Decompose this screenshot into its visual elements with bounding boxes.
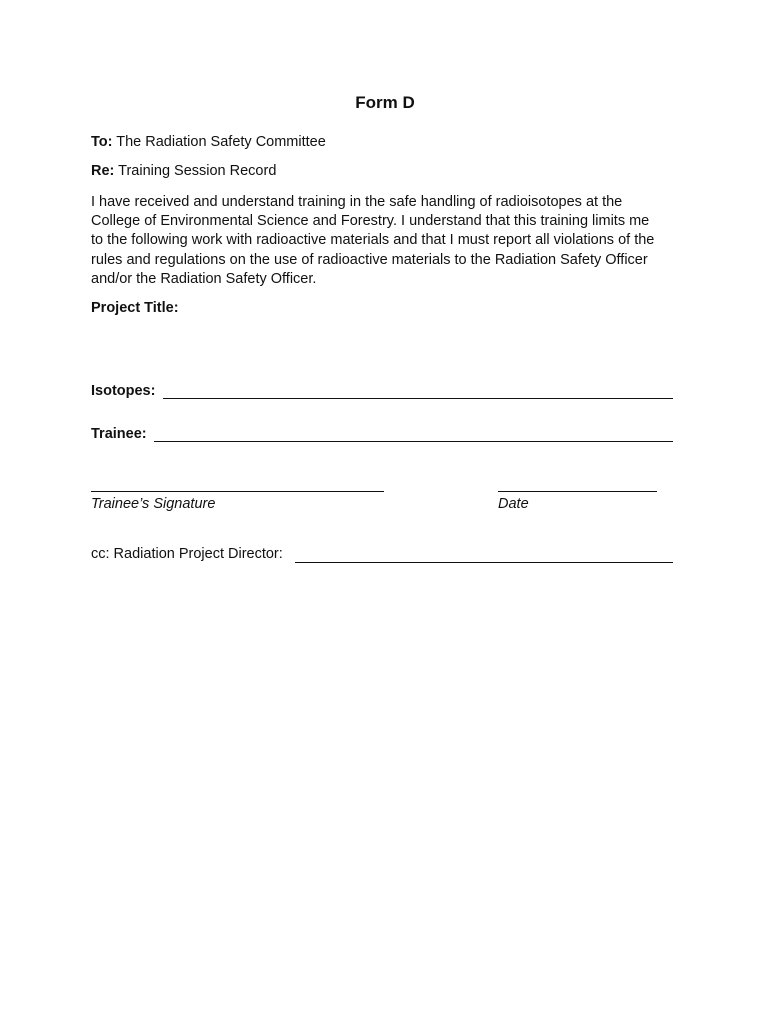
- re-label: Re:: [91, 163, 115, 179]
- paragraph-line: to the following work with radioactive materials and that I must report all violations of the: [91, 232, 655, 249]
- paragraph-line: rules and regulations on the use of radioactive materials to the Radiation Safety Officer: [91, 251, 648, 268]
- cc-label: cc: Radiation Project Director:: [91, 546, 283, 562]
- cc-director-field[interactable]: [295, 562, 673, 563]
- trainee-label: Trainee:: [91, 426, 147, 442]
- re-value: Training Session Record: [118, 163, 277, 179]
- project-title-label: Project Title:: [91, 300, 179, 316]
- isotopes-field[interactable]: [163, 398, 673, 399]
- isotopes-label: Isotopes:: [91, 383, 156, 399]
- to-line: [91, 134, 326, 150]
- signature-field[interactable]: [91, 491, 384, 492]
- acknowledgement-paragraph: [91, 193, 691, 289]
- paragraph-line: and/or the Radiation Safety Officer.: [91, 270, 317, 287]
- re-line: [91, 163, 276, 179]
- date-field[interactable]: [498, 491, 657, 492]
- signature-caption: Trainee’s Signature: [91, 496, 216, 512]
- to-value: The Radiation Safety Committee: [116, 134, 326, 150]
- date-caption: Date: [498, 496, 529, 512]
- paragraph-line: I have received and understand training in the safe handling of radioisotopes at the: [91, 194, 623, 210]
- paragraph-line: College of Environmental Science and Forestry. I understand that this training limits me: [91, 213, 650, 230]
- trainee-field[interactable]: [154, 441, 673, 442]
- form-title: Form D: [355, 93, 415, 112]
- to-label: To:: [91, 134, 113, 150]
